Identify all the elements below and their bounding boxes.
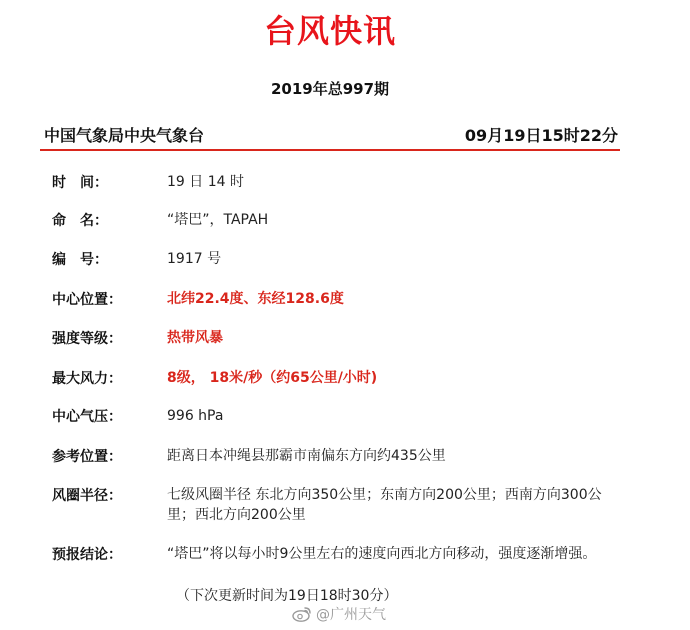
field-label: 强度等级： <box>52 331 122 347</box>
field-value: 996 hPa <box>167 408 224 424</box>
weibo-icon <box>292 606 312 622</box>
issue-number: 2019年总997期 <box>270 80 390 98</box>
field-value: 热带风暴 <box>167 330 223 346</box>
field-label: 最大风力： <box>52 371 122 387</box>
field-label: 中心位置： <box>52 292 122 308</box>
field-value: 1917 号 <box>167 251 222 267</box>
field-label: 参考位置： <box>52 449 122 465</box>
bulletin-title: 台风快讯 <box>263 12 396 50</box>
next-update-note: （下次更新时间为19日18时30分） <box>176 588 398 604</box>
field-label: 编 号： <box>52 252 108 268</box>
watermark-text: @广州天气 <box>316 607 386 623</box>
field-value: 距离日本冲绳县那霸市南偏东方向约435公里 <box>167 448 446 464</box>
field-value: “塔巴”，TAPAH <box>167 212 269 228</box>
field-value: 8级， 18米/秒（约65公里/小时) <box>167 370 378 386</box>
field-label: 预报结论： <box>52 547 122 563</box>
header-divider <box>40 149 620 151</box>
field-label: 风圈半径： <box>52 488 122 504</box>
watermark <box>292 604 386 624</box>
field-label: 命 名： <box>52 213 108 229</box>
field-label: 中心气压： <box>52 409 122 425</box>
field-label: 时 间： <box>52 175 108 191</box>
field-value: 七级风圈半径 东北方向350公里；东南方向200公里；西南方向300公里；西北方向200公里 <box>167 487 602 523</box>
field-value: “塔巴”将以每小时9公里左右的速度向西北方向移动，强度逐渐增强。 <box>167 546 597 562</box>
agency-name: 中国气象局中央气象台 <box>44 126 205 145</box>
field-value: 19 日 14 时 <box>167 174 244 190</box>
field-value: 北纬22.4度、东经128.6度 <box>167 291 344 307</box>
issued-time: 09月19日15时22分 <box>464 126 618 145</box>
